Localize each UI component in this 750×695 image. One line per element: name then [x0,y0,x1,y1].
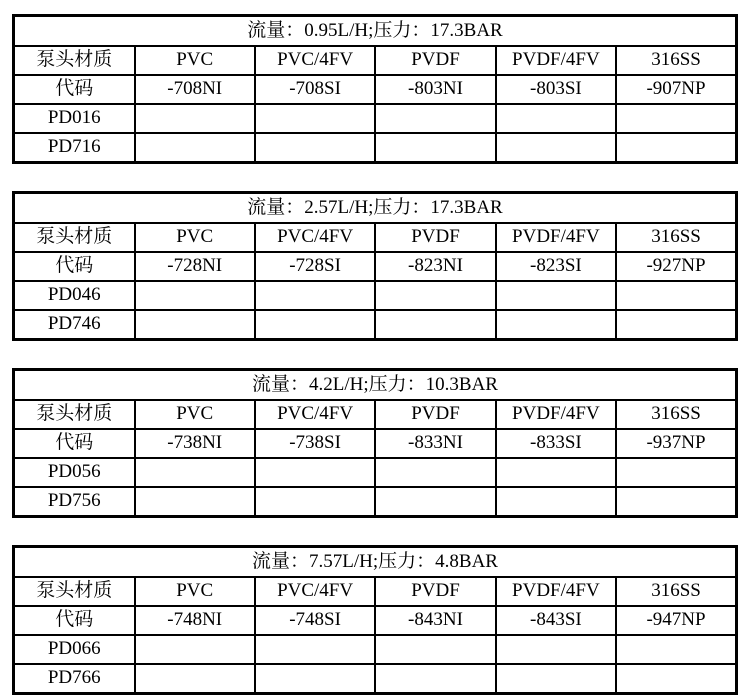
code-row [14,252,737,281]
empty-cell [255,635,375,664]
code-cell: -823NI [375,252,495,281]
code-cell: -937NP [616,429,736,458]
model-row [14,133,737,163]
column-header: PVC/4FV [255,577,375,606]
empty-cell [616,281,736,310]
column-header: PVC [135,223,255,252]
empty-cell [375,281,495,310]
column-header: PVC [135,577,255,606]
empty-cell [375,458,495,487]
column-header: PVC [135,46,255,75]
code-cell: -823SI [496,252,616,281]
table-title: 流量：0.95L/H;压力：17.3BAR [14,16,737,47]
empty-cell [375,487,495,517]
empty-cell [135,458,255,487]
empty-cell [496,133,616,163]
column-header-material: 泵头材质 [14,46,135,75]
column-header: PVC/4FV [255,223,375,252]
column-header: PVDF [375,400,495,429]
code-cell: -708NI [135,75,255,104]
empty-cell [255,664,375,694]
code-cell: -833NI [375,429,495,458]
empty-cell [616,458,736,487]
row-label: 代码 [14,606,135,635]
empty-cell [135,487,255,517]
row-label: PD746 [14,310,135,340]
row-label: 代码 [14,429,135,458]
row-label: PD056 [14,458,135,487]
empty-cell [496,104,616,133]
column-header-material: 泵头材质 [14,400,135,429]
code-cell: -907NP [616,75,736,104]
model-row [14,458,737,487]
code-cell: -748SI [255,606,375,635]
code-cell: -728SI [255,252,375,281]
column-header: 316SS [616,400,736,429]
column-header: 316SS [616,46,736,75]
code-cell: -708SI [255,75,375,104]
spec-table-2 [12,191,738,341]
column-header: PVC/4FV [255,46,375,75]
table-title: 流量：7.57L/H;压力：4.8BAR [14,547,737,578]
column-header: PVDF [375,577,495,606]
empty-cell [496,458,616,487]
code-row [14,606,737,635]
empty-cell [135,104,255,133]
column-header: PVC/4FV [255,400,375,429]
empty-cell [375,635,495,664]
model-row [14,281,737,310]
column-header: PVDF/4FV [496,577,616,606]
empty-cell [496,281,616,310]
code-cell: -947NP [616,606,736,635]
empty-cell [255,458,375,487]
model-row [14,664,737,694]
row-label: PD716 [14,133,135,163]
title-row [14,370,737,401]
empty-cell [616,487,736,517]
table-title: 流量：4.2L/H;压力：10.3BAR [14,370,737,401]
column-header: PVC [135,400,255,429]
empty-cell [255,281,375,310]
row-label: PD066 [14,635,135,664]
column-header: 316SS [616,577,736,606]
empty-cell [616,310,736,340]
model-row [14,487,737,517]
title-row [14,193,737,224]
column-header: PVDF/4FV [496,400,616,429]
empty-cell [375,664,495,694]
row-label: 代码 [14,252,135,281]
title-row [14,16,737,47]
empty-cell [135,664,255,694]
code-cell: -748NI [135,606,255,635]
empty-cell [616,635,736,664]
column-header: PVDF [375,46,495,75]
header-row [14,400,737,429]
spec-table-1 [12,14,738,164]
header-row [14,46,737,75]
empty-cell [496,487,616,517]
model-row [14,635,737,664]
empty-cell [496,635,616,664]
column-header-material: 泵头材质 [14,577,135,606]
code-cell: -803NI [375,75,495,104]
column-header: 316SS [616,223,736,252]
empty-cell [135,133,255,163]
code-cell: -738SI [255,429,375,458]
header-row [14,577,737,606]
title-row [14,547,737,578]
empty-cell [255,133,375,163]
code-cell: -843SI [496,606,616,635]
row-label: 代码 [14,75,135,104]
column-header: PVDF [375,223,495,252]
empty-cell [255,104,375,133]
row-label: PD756 [14,487,135,517]
column-header: PVDF/4FV [496,223,616,252]
model-row [14,310,737,340]
row-label: PD766 [14,664,135,694]
empty-cell [255,487,375,517]
code-cell: -833SI [496,429,616,458]
empty-cell [616,664,736,694]
code-row [14,429,737,458]
code-row [14,75,737,104]
row-label: PD016 [14,104,135,133]
empty-cell [375,133,495,163]
spec-table-4 [12,545,738,695]
empty-cell [496,664,616,694]
code-cell: -738NI [135,429,255,458]
code-cell: -728NI [135,252,255,281]
code-cell: -843NI [375,606,495,635]
column-header: PVDF/4FV [496,46,616,75]
empty-cell [255,310,375,340]
spec-table-3 [12,368,738,518]
empty-cell [616,104,736,133]
empty-cell [616,133,736,163]
empty-cell [135,281,255,310]
code-cell: -803SI [496,75,616,104]
column-header-material: 泵头材质 [14,223,135,252]
model-row [14,104,737,133]
empty-cell [135,635,255,664]
header-row [14,223,737,252]
empty-cell [496,310,616,340]
empty-cell [135,310,255,340]
row-label: PD046 [14,281,135,310]
empty-cell [375,310,495,340]
code-cell: -927NP [616,252,736,281]
empty-cell [375,104,495,133]
table-title: 流量：2.57L/H;压力：17.3BAR [14,193,737,224]
